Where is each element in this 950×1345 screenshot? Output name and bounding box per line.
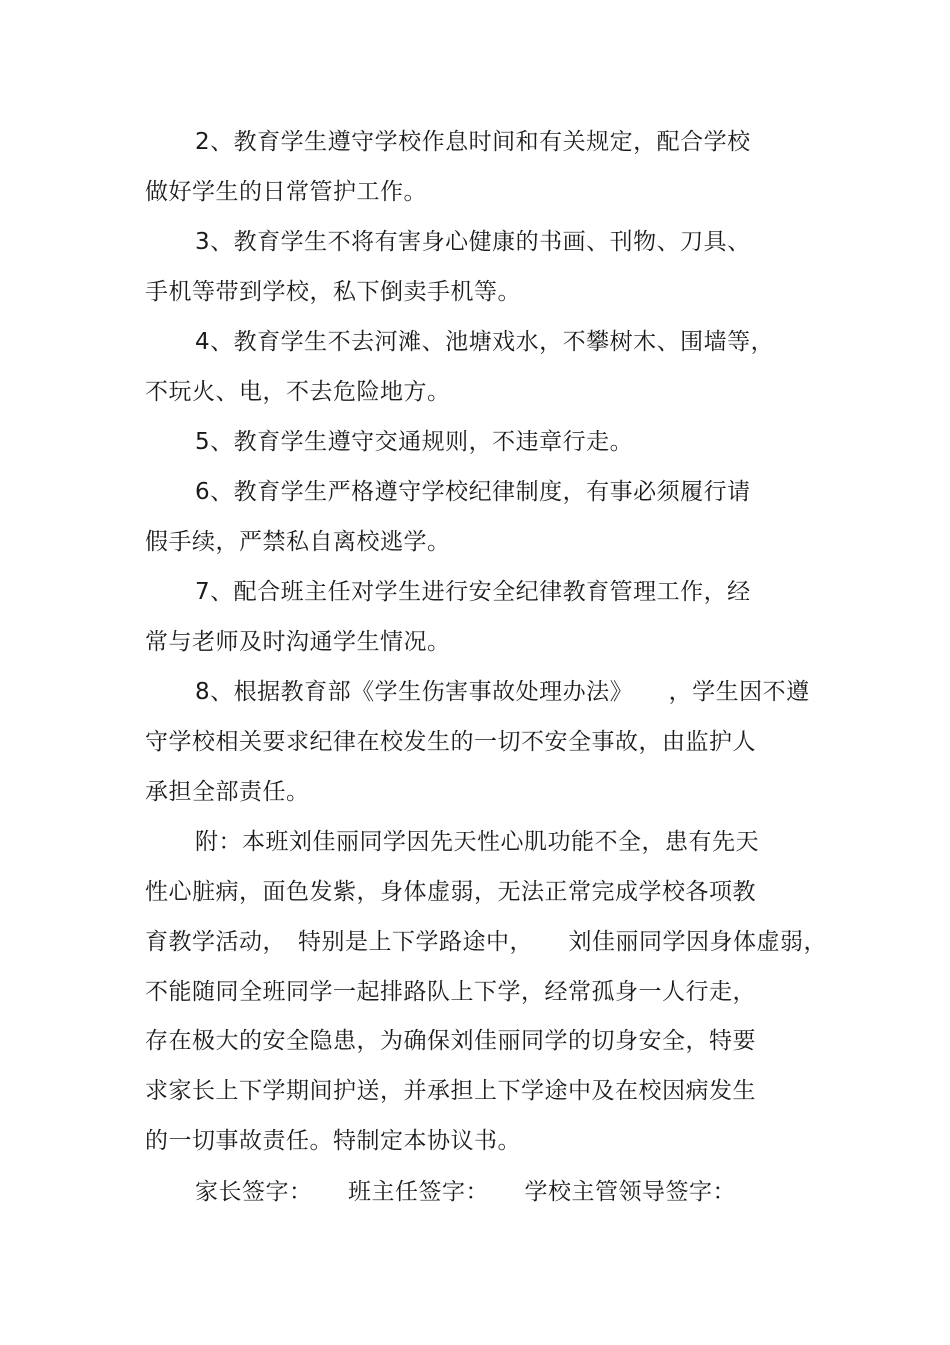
appendix-line-5: 存在极大的安全隐患，为确保刘佳丽同学的切身安全，特要 [145, 1028, 756, 1054]
paragraph-7-line-1: 7、配合班主任对学生进行安全纪律教育管理工作，经 [195, 579, 751, 605]
paragraph-3-line-2: 手机等带到学校，私下倒卖手机等。 [145, 279, 521, 305]
appendix-line-6: 求家长上下学期间护送，并承担上下学途中及在校因病发生 [145, 1078, 756, 1104]
paragraph-6-line-1: 6、教育学生严格遵守学校纪律制度，有事必须履行请 [195, 479, 751, 505]
appendix-line-7: 的一切事故责任。特制定本协议书。 [145, 1128, 521, 1154]
paragraph-7-line-2: 常与老师及时沟通学生情况。 [145, 629, 451, 655]
appendix-line-3: 育教学活动， 特别是上下学路途中， 刘佳丽同学因身体虚弱， [145, 929, 827, 955]
paragraph-3-line-1: 3、教育学生不将有害身心健康的书画、刊物、刀具、 [195, 229, 751, 255]
paragraph-4-line-2: 不玩火、电，不去危险地方。 [145, 379, 451, 405]
paragraph-6-line-2: 假手续，严禁私自离校逃学。 [145, 529, 451, 555]
paragraph-4-line-1: 4、教育学生不去河滩、池塘戏水，不攀树木、围墙等， [195, 329, 775, 355]
paragraph-2-line-1: 2、教育学生遵守学校作息时间和有关规定，配合学校 [195, 129, 751, 155]
appendix-line-1: 附：本班刘佳丽同学因先天性心肌功能不全，患有先天 [195, 829, 759, 855]
paragraph-8-line-3: 承担全部责任。 [145, 779, 310, 805]
signature-line: 家长签字： 班主任签字： 学校主管领导签字： [195, 1179, 736, 1205]
paragraph-8-line-2: 守学校相关要求纪律在校发生的一切不安全事故，由监护人 [145, 729, 756, 755]
appendix-line-4: 不能随同全班同学一起排路队上下学，经常孤身一人行走， [145, 979, 756, 1005]
paragraph-2-line-2: 做好学生的日常管护工作。 [145, 179, 427, 205]
paragraph-5-line-1: 5、教育学生遵守交通规则，不违章行走。 [195, 429, 634, 455]
appendix-line-2: 性心脏病，面色发紫，身体虚弱，无法正常完成学校各项教 [145, 879, 756, 905]
paragraph-8-line-1: 8、根据教育部《学生伤害事故处理办法》 ，学生因不遵 [195, 679, 810, 705]
